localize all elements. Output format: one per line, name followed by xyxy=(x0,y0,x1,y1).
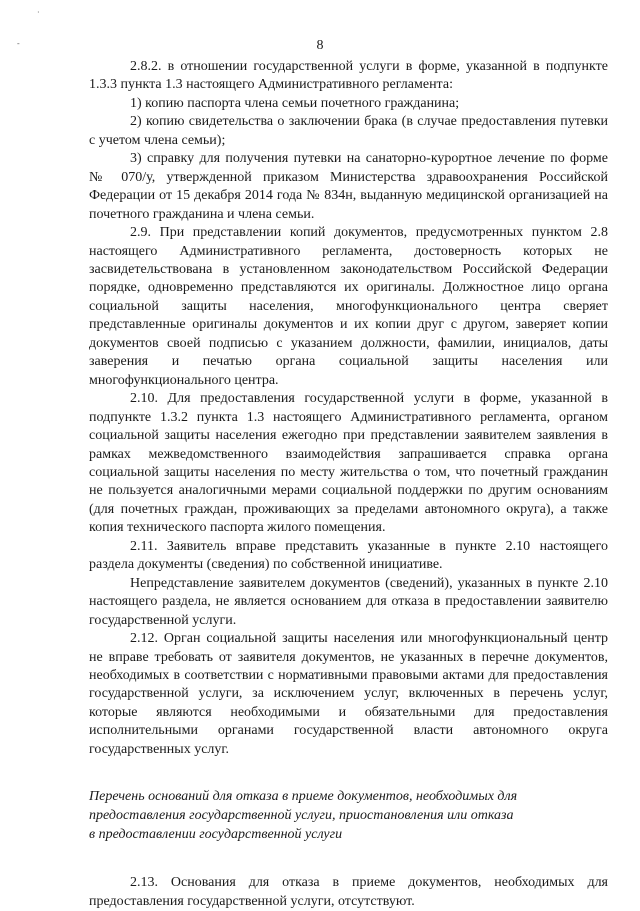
section-heading-line: Перечень оснований для отказа в приеме документов, необходимых для xyxy=(89,789,518,805)
paragraph-2-8-2: 2.8.2. в отношении государственной услуги в форме, указанной в подпункте 1.3.3 пункта 1.3 настоящего Административного регламента: xyxy=(89,59,608,93)
list-item-1: 1) копию паспорта члена семьи почетного гражданина; xyxy=(130,95,460,111)
scan-mark: - xyxy=(17,39,20,48)
section-heading-line: предоставления государственной услуги, приостановления или отказа xyxy=(89,808,514,824)
list-item-3: 3) справку для получения путевки на санаторно-курортное лечение по форме № 070/у, утвержденной приказом Министерства здравоохранения Российской Федерации от 15 декабря 2014 года № 834н, выданную медицинской организацией на почетного гражданина и члена семьи. xyxy=(89,151,608,222)
section-heading-line: в предоставлении государственной услуги xyxy=(89,827,343,843)
paragraph-2-12: 2.12. Орган социальной защиты населения или многофункциональный центр не вправе требовать от заявителя документов, не указанных в перечне документов, необходимых в соответствии с нормативными правовыми актами для предоставления государственной услуги, за исключением услуг, включенных в перечень услуг, которые являются необходимыми и обязательными для предоставления исполнительными органами государственной власти автономного округа государственных услуг. xyxy=(89,631,608,757)
page-number: 8 xyxy=(316,38,324,53)
paragraph-2-13: 2.13. Основания для отказа в приеме документов, необходимых для предоставления государственной услуги, отсутствуют. xyxy=(89,875,608,909)
paragraph-2-11: 2.11. Заявитель вправе представить указанные в пункте 2.10 настоящего раздела документы (сведения) по собственной инициативе. xyxy=(89,538,608,573)
document-body xyxy=(89,58,608,911)
paragraph-2-10: 2.10. Для предоставления государственной услуги в форме, указанной в подпункте 1.3.2 пункта 1.3 настоящего Административного регламента, органом социальной защиты населения ежегодно при представлении заявителем заявления в рамках межведомственного взаимодействия запрашивается справка органа социальной защиты населения по месту жительства о том, что почетный гражданин не пользуется аналогичными мерами социальной поддержки по другим основаниям (для почетных граждан, проживающих за пределами автономного округа), а также копия технического паспорта жилого помещения. xyxy=(89,391,608,536)
paragraph-2-9: 2.9. При представлении копий документов, предусмотренных пунктом 2.8 настоящего Административного регламента, достоверность которых не засвидетельствована в установленном законодательством Российской Федерации порядке, одновременно представляются их оригиналы. Должностное лицо органа социальной защиты населения, многофункционального центра сверяет представленные оригиналы документов и их копии друг с другом, заверяет копии документов своей подписью с указанием должности, фамилии, инициалов, даты заверения и печатью органа социальной защиты населения или многофункционального центра. xyxy=(89,225,608,388)
list-item-2: 2) копию свидетельства о заключении брака (в случае предоставления путевки с учетом члена семьи); xyxy=(89,114,608,148)
section-heading xyxy=(89,787,608,844)
paragraph-non-submission: Непредставление заявителем документов (сведений), указанных в пункте 2.10 настоящего раздела, не является основанием для отказа в предоставлении заявителю государственной услуги. xyxy=(89,575,608,628)
scan-mark: · xyxy=(37,8,40,17)
